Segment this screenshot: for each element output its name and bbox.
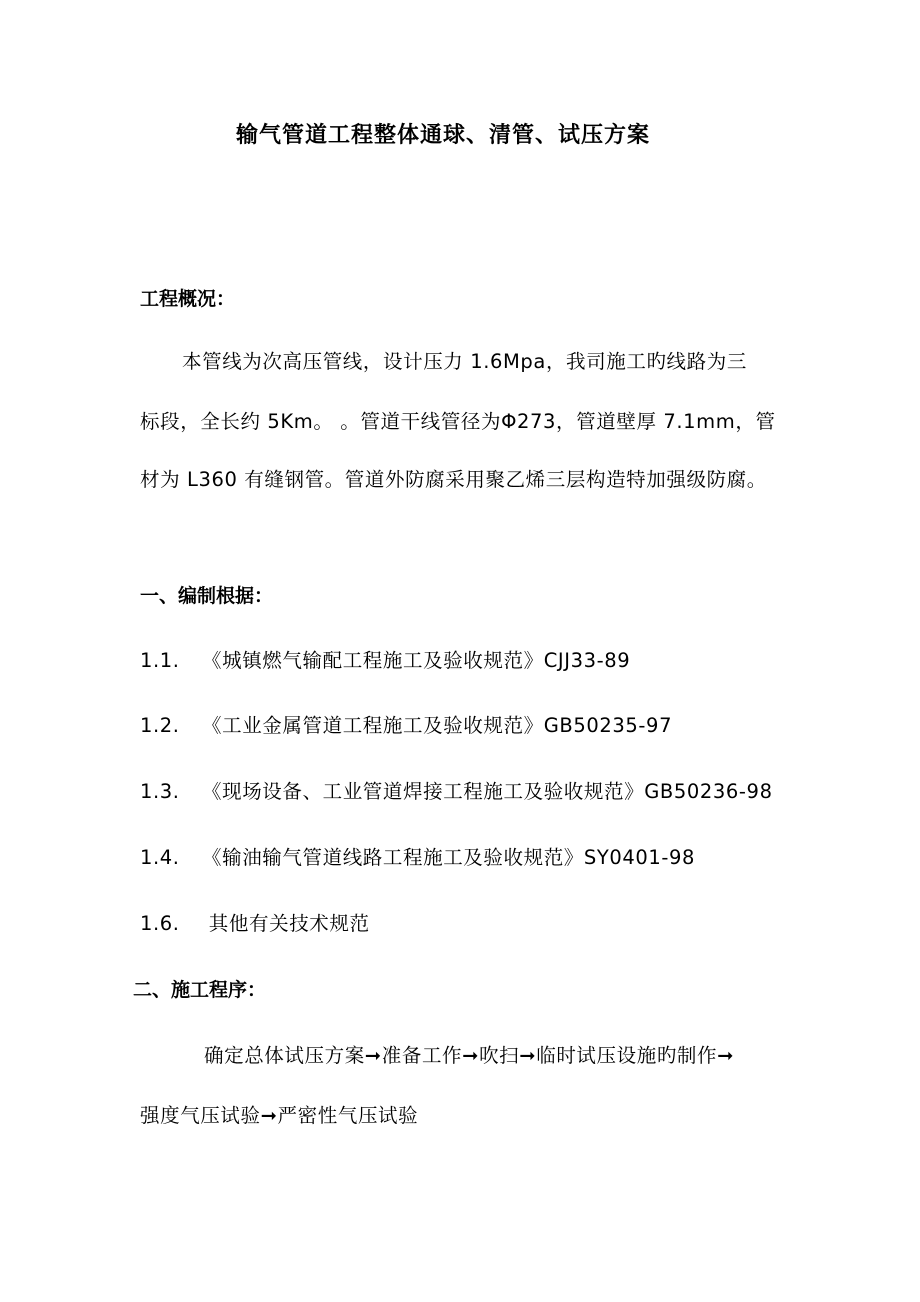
document-title: 输气管道工程整体通球、清管、试压方案 — [236, 122, 651, 148]
basis-item-number: 1.3. — [140, 780, 180, 803]
overview-line-2: 标段，全长约 5Km。 。管道干线管径为Φ273，管道壁厚 7.1mm，管 — [140, 410, 776, 433]
overview-line-1: 本管线为次高压管线，设计压力 1.6Mpa，我司施工旳线路为三 — [182, 350, 747, 373]
basis-item-2 — [140, 713, 672, 739]
procedure-heading: 二、施工程序： — [133, 979, 267, 1001]
basis-item-5 — [140, 911, 370, 937]
basis-item-number: 1.6. — [140, 912, 180, 935]
overview-line-3: 材为 L360 有缝钢管。管道外防腐采用聚乙烯三层构造特加强级防腐。 — [140, 468, 767, 491]
overview-heading: 工程概况： — [140, 288, 236, 310]
basis-heading: 一、编制根据： — [140, 585, 274, 607]
basis-item-number: 1.2. — [140, 714, 180, 737]
basis-item-text: 《城镇燃气输配工程施工及验收规范》CJJ33-89 — [202, 649, 631, 672]
procedure-line-1: 确定总体试压方案➞准备工作➞吹扫➞临时试压设施旳制作➞ — [204, 1044, 735, 1067]
basis-item-text: 《现场设备、工业管道焊接工程施工及验收规范》GB50236-98 — [202, 780, 773, 803]
procedure-line-2: 强度气压试验➞严密性气压试验 — [140, 1104, 419, 1127]
basis-item-1 — [140, 648, 630, 674]
basis-item-3 — [140, 779, 773, 805]
basis-item-text: 其他有关技术规范 — [202, 912, 370, 935]
basis-item-number: 1.4. — [140, 846, 180, 869]
basis-item-4 — [140, 845, 695, 871]
basis-item-number: 1.1. — [140, 649, 180, 672]
basis-item-text: 《输油输气管道线路工程施工及验收规范》SY0401-98 — [202, 846, 696, 869]
basis-item-text: 《工业金属管道工程施工及验收规范》GB50235-97 — [202, 714, 673, 737]
